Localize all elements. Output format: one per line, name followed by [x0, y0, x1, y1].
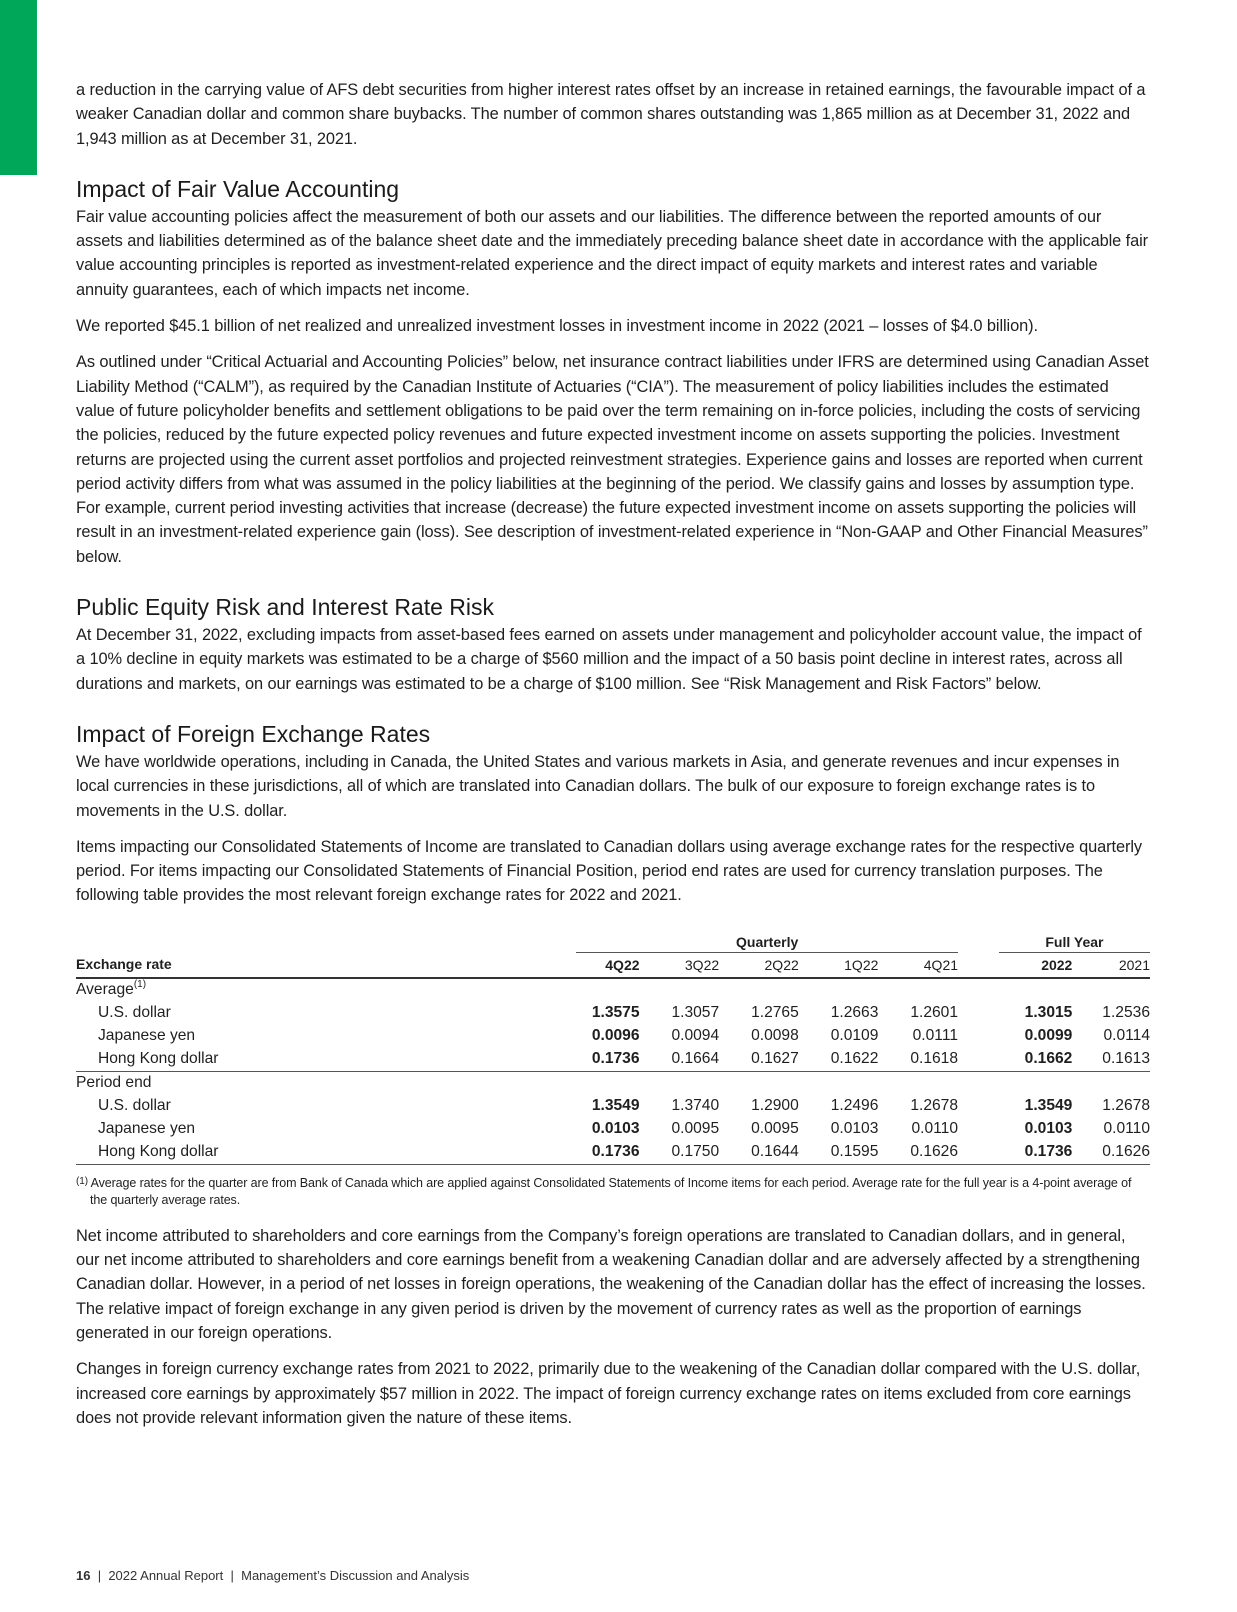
col-header: 4Q22	[576, 952, 639, 978]
full-year-group-header: Full Year	[999, 928, 1150, 953]
rate-cell: 1.3740	[671, 1097, 720, 1115]
rate-cell: 1.3057	[671, 1004, 720, 1022]
footnote-ref: (1)	[133, 979, 147, 991]
heading-fx: Impact of Foreign Exchange Rates	[76, 720, 431, 747]
rate-cell: 0.1626	[878, 1141, 958, 1165]
fx-paragraph-4: Changes in foreign currency exchange rates from 2021 to 2022, primarily due to the weakening of the Canadian dollar compared with the U.S. dollar, increased core earnings by approximately $57 million in 2022. The impact of foreign currency exchange rates on items excluded from core earnings does not provide relevant information given the nature of these items.	[76, 1360, 1141, 1427]
rate-cell: 0.0103	[830, 1120, 879, 1138]
rate-cell: 0.0094	[671, 1027, 720, 1045]
fx-paragraph-2: Items impacting our Consolidated Statements of Income are translated to Canadian dollars using average exchange rates for the respective quarterly period. For items impacting our Consolidated Statements of Financial Position, period end rates are used for currency translation purposes. The following table provides the most relevant foreign exchange rates for 2022 and 2021.	[76, 837, 1142, 905]
heading-fair-value: Impact of Fair Value Accounting	[76, 175, 400, 202]
rate-cell: 0.1627	[719, 1048, 799, 1072]
footnote-text: Average rates for the quarter are from Bank of Canada which are applied against Consolidated Statements of Income items for each period. Average rate for the full year is a 4-point average of the quarterly average rates.	[90, 1175, 1132, 1208]
period-end-rows	[76, 1095, 1150, 1165]
rate-cell: 0.1736	[576, 1048, 639, 1072]
average-label: Average	[76, 981, 134, 999]
fx-paragraph-3: Net income attributed to shareholders and core earnings from the Company’s foreign operations are translated to Canadian dollars, and in general, our net income attributed to shareholders and core earnings benefit from a weakening Canadian dollar and are adversely affected by a strengthening Canadian dollar. However, in a period of net losses in foreign operations, the weakening of the Canadian dollar has the effect of increasing the losses. The relative impact of foreign exchange in any given period is driven by the movement of currency rates as well as the proportion of earnings generated in our foreign operations.	[76, 1226, 1146, 1342]
rate-cell: 0.1595	[799, 1141, 879, 1165]
fair-value-paragraph-1: Fair value accounting policies affect the measurement of both our assets and our liabilities. The difference between the reported amounts of our assets and liabilities determined as of the balance sheet date and the immediately preceding balance sheet date in accordance with the applicable fair value accounting principles is reported as investment-related experience and the direct impact of equity markets and interest rates and variable annuity guarantees, each of which impacts net income.	[76, 207, 1149, 299]
table-row	[76, 1095, 1150, 1118]
page-footer	[76, 1568, 469, 1583]
row-label: Hong Kong dollar	[76, 1141, 576, 1165]
fx-paragraph-1: We have worldwide operations, including in Canada, the United States and various markets in Asia, and generate revenues and incur expenses in local currencies in these jurisdictions, all of which are translated into Canadian dollars. The bulk of our exposure to foreign exchange rates is to movements in the U.S. dollar.	[76, 752, 1120, 820]
rate-cell: 0.0098	[751, 1027, 799, 1045]
table-footnote	[76, 1175, 1150, 1210]
rate-cell: 0.1626	[1072, 1141, 1150, 1165]
period-end-section-row	[76, 1071, 1150, 1095]
col-header: 4Q21	[878, 952, 958, 978]
rate-cell: 1.2678	[910, 1097, 959, 1115]
table-column-header-row	[76, 952, 1150, 978]
heading-equity-risk: Public Equity Risk and Interest Rate Risk	[76, 594, 495, 621]
page-content	[76, 78, 1150, 1442]
table-group-header-row	[76, 928, 1150, 953]
average-section-row	[76, 978, 1150, 1002]
rate-cell: 0.0103	[591, 1120, 640, 1138]
quarterly-group-header: Quarterly	[576, 928, 958, 953]
equity-risk-paragraph-1: At December 31, 2022, excluding impacts from asset-based fees earned on assets under management and policyholder account value, the impact of a 10% decline in equity markets was estimated to be a charge of $560 million and the impact of a 50 basis point decline in interest rates, across all durations and markets, on our earnings was estimated to be a charge of $100 million. See “Risk Management and Risk Factors” below.	[76, 626, 1142, 693]
brand-accent-bar	[0, 0, 37, 175]
rate-cell: 0.1622	[799, 1048, 879, 1072]
rate-cell: 0.0114	[1103, 1027, 1150, 1045]
rate-cell: 1.3575	[591, 1004, 640, 1022]
table-row	[76, 1002, 1150, 1025]
intro-paragraph: a reduction in the carrying value of AFS debt securities from higher interest rates offset by an increase in retained earnings, the favourable impact of a weaker Canadian dollar and common share buybacks. The number of common shares outstanding was 1,865 million as at December 31, 2022 and 1,943 million as at December 31, 2021.	[76, 81, 1146, 148]
rate-cell: 1.2496	[830, 1097, 879, 1115]
rate-cell: 0.0110	[911, 1120, 959, 1138]
average-rows	[76, 1002, 1150, 1072]
fair-value-paragraph-2: We reported $45.1 billion of net realized and unrealized investment losses in investment income in 2022 (2021 – losses of $4.0 billion).	[76, 317, 1038, 336]
row-label: Hong Kong dollar	[76, 1048, 576, 1072]
rate-cell: 0.1664	[640, 1048, 720, 1072]
col-header: 2022	[999, 952, 1073, 978]
fx-rate-table	[76, 928, 1150, 1165]
rate-cell: 0.0099	[1024, 1027, 1073, 1045]
col-header: 2Q22	[719, 952, 799, 978]
table-row	[76, 1118, 1150, 1141]
period-end-label: Period end	[76, 1071, 1150, 1095]
rate-cell: 1.3549	[591, 1097, 640, 1115]
rate-cell: 1.2678	[1102, 1097, 1150, 1115]
row-label: U.S. dollar	[98, 1004, 171, 1022]
row-label: U.S. dollar	[98, 1097, 171, 1115]
col-header: 1Q22	[799, 952, 879, 978]
rate-cell: 0.1613	[1072, 1048, 1150, 1072]
rate-cell: 1.2765	[751, 1004, 799, 1022]
footer-separator: |	[230, 1568, 234, 1583]
footer-report-title: 2022 Annual Report	[108, 1568, 224, 1583]
rate-cell: 1.2663	[830, 1004, 879, 1022]
rate-cell: 0.0109	[830, 1027, 879, 1045]
rate-cell: 0.0095	[671, 1120, 720, 1138]
footer-section-title: Management’s Discussion and Analysis	[241, 1568, 470, 1583]
rate-cell: 0.1736	[576, 1141, 639, 1165]
footer-separator: |	[97, 1568, 102, 1583]
fx-rate-table-wrap	[76, 928, 1150, 1165]
table-row	[76, 1048, 1150, 1072]
rate-cell: 1.3549	[1024, 1097, 1073, 1115]
rate-cell: 0.0103	[1024, 1120, 1073, 1138]
rate-cell: 0.1662	[999, 1048, 1073, 1072]
col-header: 2021	[1072, 952, 1150, 978]
rate-cell: 1.2536	[1102, 1004, 1150, 1022]
page-number: 16	[76, 1568, 91, 1583]
col-header: 3Q22	[640, 952, 720, 978]
rate-cell: 0.0111	[912, 1027, 959, 1045]
rate-cell: 0.1644	[719, 1141, 799, 1165]
row-label: Japanese yen	[98, 1120, 196, 1138]
rate-cell: 1.2601	[910, 1004, 959, 1022]
rate-cell: 0.1736	[999, 1141, 1073, 1165]
rate-cell: 1.3015	[1024, 1004, 1073, 1022]
footnote-marker: (1)	[76, 1175, 88, 1187]
rate-cell: 1.2900	[751, 1097, 799, 1115]
row-label: Japanese yen	[98, 1027, 196, 1045]
table-row	[76, 1141, 1150, 1165]
table-row	[76, 1025, 1150, 1048]
rate-cell: 0.0096	[591, 1027, 640, 1045]
exchange-rate-header: Exchange rate	[76, 952, 576, 978]
rate-cell: 0.0095	[751, 1120, 799, 1138]
fair-value-paragraph-3: As outlined under “Critical Actuarial and Accounting Policies” below, net insurance contract liabilities under IFRS are determined using Canadian Asset Liability Method (“CALM”), as required by the Canadian Institute of Actuaries (“CIA”). The measurement of policy liabilities includes the estimated value of future policyholder benefits and settlement obligations to be paid over the term remaining on in-force policies, including the costs of servicing the policies, reduced by the future expected policy revenues and future expected investment income on assets supporting the policies. Investment returns are projected using the current asset portfolios and projected reinvestment strategies. Experience gains and losses are reported when current period activity differs from what was assumed in the policy liabilities at the beginning of the period. We classify gains and losses by assumption type. For example, current period investing activities that increase (decrease) the future expected investment income on assets supporting the policies will result in an investment-related experience gain (loss). See description of investment-related experience in “Non-GAAP and Other Financial Measures” below.	[76, 353, 1149, 566]
rate-cell: 0.0110	[1103, 1120, 1150, 1138]
rate-cell: 0.1618	[878, 1048, 958, 1072]
rate-cell: 0.1750	[640, 1141, 720, 1165]
